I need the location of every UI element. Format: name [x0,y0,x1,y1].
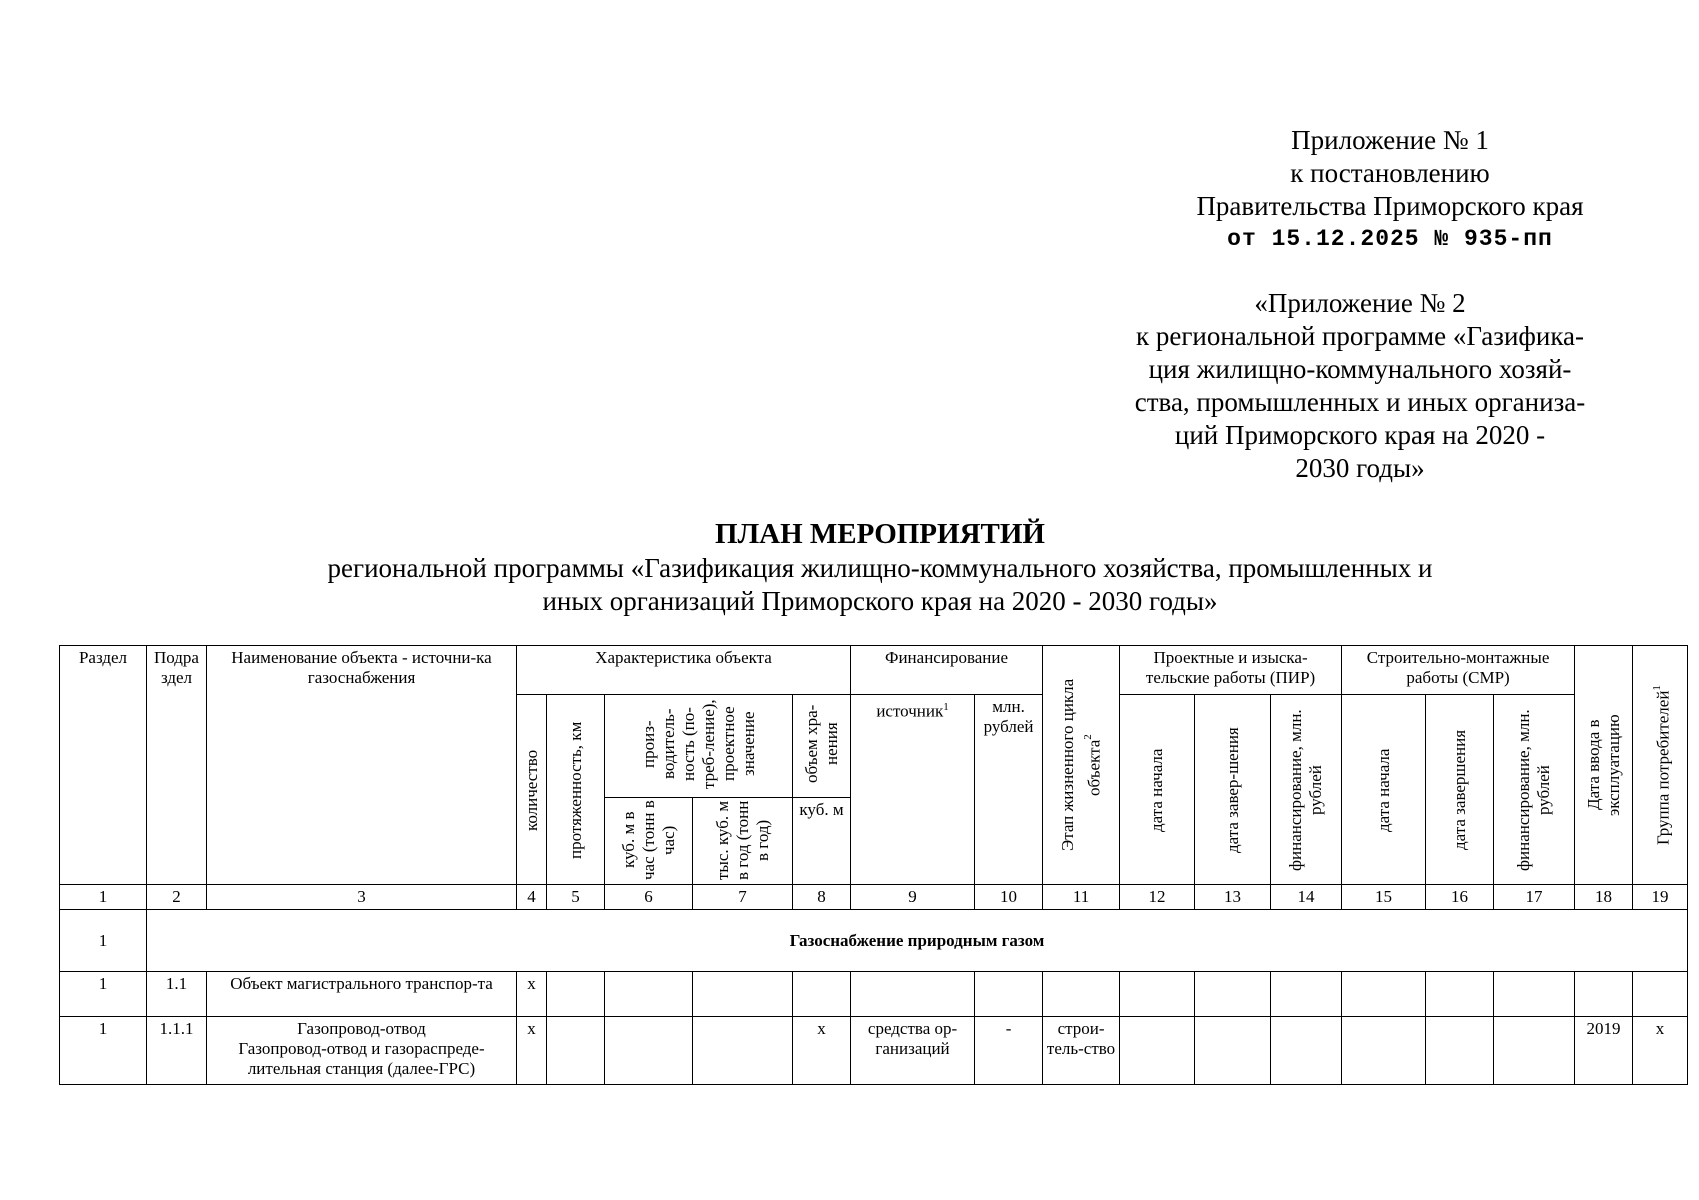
cell-consumers: x [1633,1017,1688,1085]
col-number: 12 [1120,885,1195,910]
cell-storage: x [793,1017,851,1085]
header-name: Наименование объекта - источни-ка газоснабжения [207,646,517,885]
header-pir-date-start: дата начала [1120,695,1195,885]
section-row [60,910,1688,972]
decree-number: от 15.12.2025 № 935-пп [1227,226,1553,252]
cell-name: Объект магистрального транспор-та [207,972,517,1017]
col-number: 17 [1494,885,1575,910]
cell-podrazdel: 1.1 [147,972,207,1017]
header-podrazdel: Подра здел [147,646,207,885]
col-number: 19 [1633,885,1688,910]
appendix2-line1: «Приложение № 2 [1254,288,1466,318]
col-number: 8 [793,885,851,910]
cell-podrazdel: 1.1.1 [147,1017,207,1085]
header-consumers: Группа потребителей$^1$ [1633,646,1688,885]
col-number: 10 [975,885,1043,910]
header-commission: Дата ввода в эксплуатацию [1575,646,1633,885]
header-capacity-unit1: куб. м в час (тонн в час) [605,798,693,885]
cell-razdel: 1 [60,1017,147,1085]
title-main: ПЛАН МЕРОПРИЯТИЙ [715,518,1045,550]
header-source: источник$^1$ [851,695,975,885]
header-capacity-unit2: тыс. куб. м в год (тонн в год) [693,798,793,885]
header-pir-financing: финансирование, млн. рублей [1271,695,1342,885]
header-storage-unit: куб. м [793,798,851,885]
header-pir-date-end: дата завер-шения [1195,695,1271,885]
col-number: 5 [547,885,605,910]
header-quantity: количество [517,695,547,885]
cell-name-line2: Газопровод-отвод и газораспреде-лительная станция (далее-ГРС) [238,1039,485,1078]
col-number: 14 [1271,885,1342,910]
header-financing: Финансирование [851,646,1043,695]
appendix2-line2: к региональной программе «Газифика- [1135,321,1585,351]
col-number: 3 [207,885,517,910]
header-stage: Этап жизненного цикла объекта$^2$ [1043,646,1120,885]
cell-stage: строи-тель-ство [1043,1017,1120,1085]
column-numbers-row [60,885,1688,910]
header-capacity: произ-водитель-ность (по-треб-ление), проектное значение [605,695,793,798]
cell-name-line1: Газопровод-отвод [297,1019,426,1038]
cell-mln: - [975,1017,1043,1085]
header-storage: объем хра-нения [793,695,851,798]
cell-commission: 2019 [1575,1017,1633,1085]
col-number: 4 [517,885,547,910]
cell-quantity: x [517,972,547,1017]
cell-source: средства ор-ганизаций [851,1017,975,1085]
appendix2-line5: ций Приморского края на 2020 - [1174,420,1546,450]
appendix2-line4: ства, промышленных и иных организа- [1134,387,1586,417]
col-number: 9 [851,885,975,910]
header-smr-financing: финансирование, млн. рублей [1494,695,1575,885]
section-number: 1 [60,910,147,972]
header-smr-date-end: дата завершения [1426,695,1494,885]
table-row [60,1017,1688,1085]
table-row [60,972,1688,1017]
appendix2-line3: ция жилищно-коммунального хозяй- [1148,354,1572,384]
section-title: Газоснабжение природным газом [147,910,1688,972]
col-number: 15 [1342,885,1426,910]
cell-quantity: x [517,1017,547,1085]
plan-table [59,645,1688,1085]
header-smr-date-start: дата начала [1342,695,1426,885]
cell-razdel: 1 [60,972,147,1017]
header-smr: Строительно-монтажные работы (СМР) [1342,646,1575,695]
col-number: 2 [147,885,207,910]
header-length: протяженность, км [547,695,605,885]
col-number: 16 [1426,885,1494,910]
appendix1-line2: к постановлению [1290,158,1490,188]
col-number: 13 [1195,885,1271,910]
appendix1-block [1160,124,1620,256]
col-number: 7 [693,885,793,910]
header-pir: Проектные и изыска-тельские работы (ПИР) [1120,646,1342,695]
header-characteristics: Характеристика объекта [517,646,851,695]
appendix2-block [1100,287,1620,485]
col-number: 1 [60,885,147,910]
header-mln: млн. рублей [975,695,1043,885]
document-title [290,516,1470,618]
appendix1-line1: Приложение № 1 [1291,125,1489,155]
title-sub-line2: иных организаций Приморского края на 2020 - 2030 годы» [542,586,1218,616]
appendix2-line6: 2030 годы» [1295,453,1425,483]
col-number: 11 [1043,885,1120,910]
title-sub-line1: региональной программы «Газификация жилищно-коммунального хозяйства, промышленных и [327,553,1433,583]
col-number: 6 [605,885,693,910]
header-razdel: Раздел [60,646,147,885]
col-number: 18 [1575,885,1633,910]
appendix1-line3: Правительства Приморского края [1196,191,1584,221]
cell-name [207,1017,517,1085]
